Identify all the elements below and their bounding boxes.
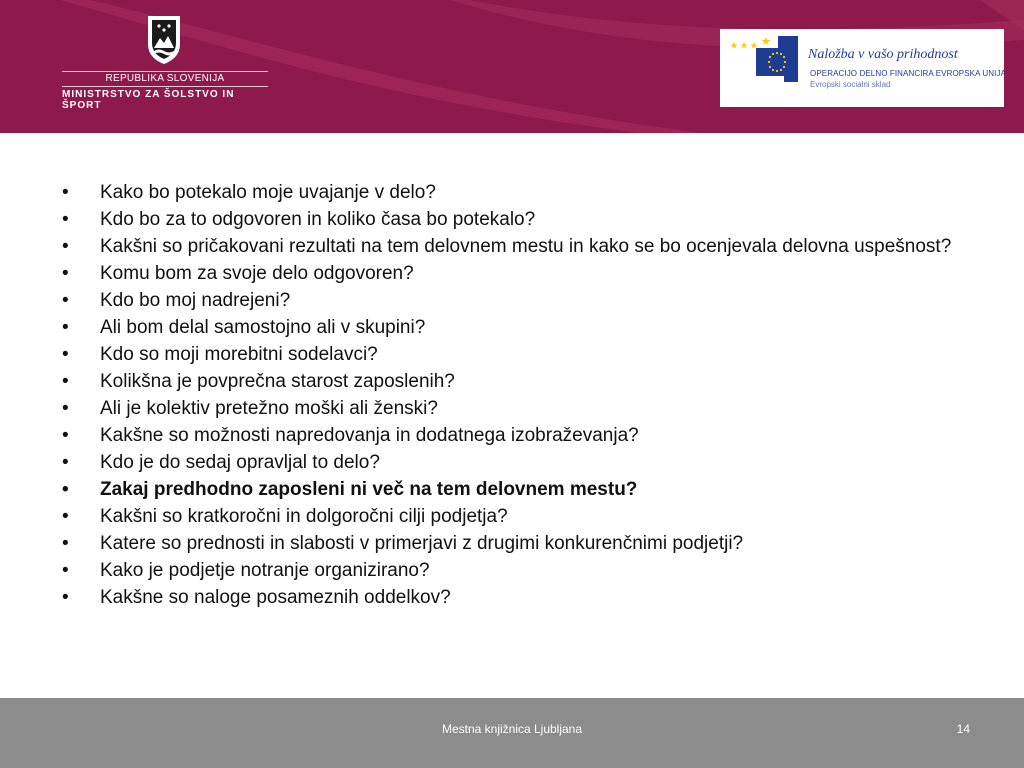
list-item-text: Ali bom delal samostojno ali v skupini? <box>100 317 426 338</box>
list-item-text: Komu bom za svoje delo odgovoren? <box>100 263 414 284</box>
bullet-icon: • <box>62 263 69 284</box>
list-item <box>62 479 952 500</box>
list-item <box>62 371 952 392</box>
list-item <box>62 398 952 419</box>
bullet-icon: • <box>62 398 69 419</box>
list-item-text: Kakšne so možnosti napredovanja in dodatnega izobraževanja? <box>100 425 639 446</box>
ministry-rule-top <box>62 71 268 72</box>
bullet-icon: • <box>62 182 69 203</box>
list-item-text: Kdo so moji morebitni sodelavci? <box>100 344 378 365</box>
eu-logo <box>720 29 1007 107</box>
list-item <box>62 506 952 527</box>
footer-organization: Mestna knjižnica Ljubljana <box>441 722 583 736</box>
eu-funding-text: OPERACIJO DELNO FINANCIRA EVROPSKA UNIJA <box>810 69 1007 78</box>
page-number: 14 <box>956 722 970 736</box>
list-item <box>62 290 952 311</box>
bullet-icon: • <box>62 452 69 473</box>
list-item-text: Katere so prednosti in slabosti v primerjavi z drugimi konkurenčnimi podjetji? <box>100 533 744 554</box>
question-list <box>62 182 952 614</box>
ministry-logo <box>62 14 272 111</box>
list-item <box>62 560 952 581</box>
eu-flag-icon <box>726 33 806 103</box>
bullet-icon: • <box>62 560 69 581</box>
list-item <box>62 182 952 203</box>
ministry-rule-bottom <box>62 86 268 87</box>
eu-fund-name: Evropski socialni sklad <box>810 80 891 89</box>
list-item <box>62 317 952 338</box>
slide-footer <box>0 698 1024 768</box>
list-item <box>62 452 952 473</box>
list-item <box>62 209 952 230</box>
list-item-text: Kako bo potekalo moje uvajanje v delo? <box>100 182 436 203</box>
bullet-icon: • <box>62 371 69 392</box>
list-item <box>62 533 952 554</box>
slide-header <box>0 0 1024 133</box>
list-item <box>62 236 952 257</box>
list-item-text: Kolikšna je povprečna starost zaposlenih? <box>100 371 455 392</box>
bullet-icon: • <box>62 290 69 311</box>
list-item <box>62 263 952 284</box>
bullet-icon: • <box>62 317 69 338</box>
bullet-icon: • <box>62 533 69 554</box>
slovenia-crest-icon <box>146 14 182 66</box>
list-item-text: Kdo je do sedaj opravljal to delo? <box>100 452 380 473</box>
bullet-icon: • <box>62 209 69 230</box>
bullet-icon: • <box>62 344 69 365</box>
bullet-icon: • <box>62 425 69 446</box>
bullet-icon: • <box>62 479 69 500</box>
list-item-text: Kakšni so kratkoročni in dolgoročni cilji podjetja? <box>100 506 508 527</box>
list-item <box>62 425 952 446</box>
bullet-icon: • <box>62 236 69 257</box>
ministry-country: REPUBLIKA SLOVENIJA <box>105 73 225 84</box>
bullet-icon: • <box>62 587 69 608</box>
ministry-name: MINISTRSTVO ZA ŠOLSTVO IN ŠPORT <box>62 89 235 111</box>
list-item-text: Kakšni so pričakovani rezultati na tem delovnem mestu in kako se bo ocenjevala delovna uspešnost? <box>100 236 952 257</box>
list-item-text: Kako je podjetje notranje organizirano? <box>100 560 430 581</box>
list-item-text: Zakaj predhodno zaposleni ni več na tem delovnem mestu? <box>100 479 638 500</box>
eu-slogan: Naložba v vašo prihodnost <box>808 47 958 62</box>
list-item-text: Ali je kolektiv pretežno moški ali ženski? <box>100 398 438 419</box>
list-item <box>62 344 952 365</box>
list-item-text: Kakšne so naloge posameznih oddelkov? <box>100 587 451 608</box>
list-item-text: Kdo bo moj nadrejeni? <box>100 290 291 311</box>
bullet-icon: • <box>62 506 69 527</box>
list-item <box>62 587 952 608</box>
list-item-text: Kdo bo za to odgovoren in koliko časa bo potekalo? <box>100 209 536 230</box>
